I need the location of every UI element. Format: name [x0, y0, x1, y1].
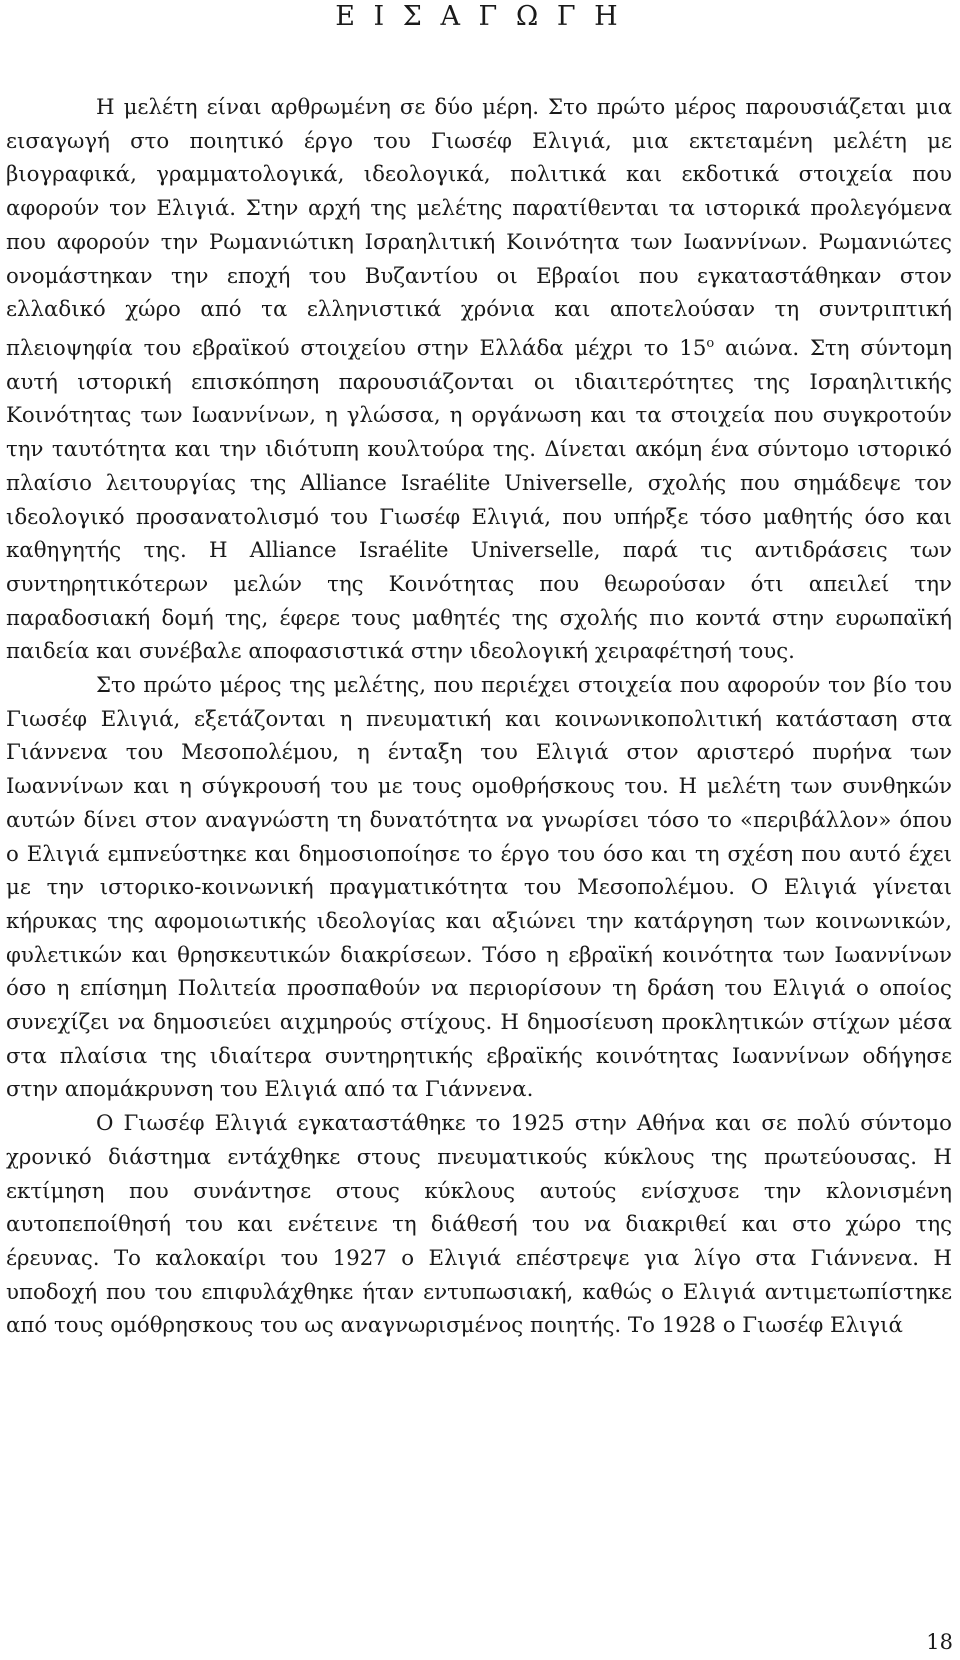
paragraph-2: Στο πρώτο μέρος της μελέτης, που περιέχει στοιχεία που αφορούν τον βίο του Γιωσέφ Ελιγιά, εξετάζονται η πνευματική και κοινωνικοπολιτική κατάσταση στα Γιάννενα του Μεσοπολέμου, η ένταξη του Ελιγιά στον αριστερό πυρήνα των Ιωαννίνων και η σύγκρουσή του με τους ομοθρήσκους του. Η μελέτη των συνθηκών αυτών δίνει στον αναγνώστη τη δυνατότητα να γνωρίσει τόσο το «περιβάλλον» όπου ο Ελιγιά εμπνεύστηκε και δημοσιοποίησε το έργο του όσο και τη σχέση που αυτό έχει με την ιστορικο-κοινωνική πραγματικότητα του Μεσοπολέμου. Ο Ελιγιά γίνεται κήρυκας της αφομοιωτικής ιδεολογίας και αξιώνει την κατάργηση των κοινωνικών, φυλετικών και θρησκευτικών διακρίσεων. Τόσο η εβραϊκή κοινότητα των Ιωαννίνων όσο η επίσημη Πολιτεία προσπαθούν να περιορίσουν τη δράση του Ελιγιά ο οποίος συνεχίζει να δημοσιεύει αιχμηρούς στίχους. Η δημοσίευση προκλητικών στίχων μέσα στα πλαίσια της ιδιαίτερα συντηρητικής εβραϊκής κοινότητας Ιωαννίνων οδήγησε στην απομάκρυνση του Ελιγιά από τα Γιάννενα.	[6, 673, 952, 1103]
document-page	[6, 0, 952, 1339]
page-number: 18	[926, 1630, 953, 1654]
paragraph-1	[6, 91, 952, 669]
body-text	[6, 91, 952, 1343]
paragraph-1-text: Η μελέτη είναι αρθρωμένη σε δύο μέρη. Στο πρώτο μέρος παρουσιάζεται μια εισαγωγή στο ποιητικό έργο του Γιωσέφ Ελιγιά, μια εκτεταμένη μελέτη με βιογραφικά, γραμματολογικά, ιδεολογικά, πολιτικά και εκδοτικά στοιχεία που αφορούν τον Ελιγιά. Στην αρχή της μελέτης παρατίθενται τα ιστορικά προλεγόμενα που αφορούν την Ρωμανιώτικη Ισραηλιτική Κοινότητα των Ιωαννίνων. Ρωμανιώτες ονομάστηκαν την εποχή του Βυζαντίου οι Εβραίοι που εγκαταστάθηκαν στον ελλαδικό χώρο από τα ελληνιστικά χρόνια και αποτελούσαν τη συντριπτική πλειοψηφία του εβραϊκού στοιχείου στην Ελλάδα μέχρι το 15	[6, 95, 952, 362]
chapter-heading: Ε Ι Σ Α Γ Ω Γ Η	[335, 1, 623, 32]
paragraph-3: Ο Γιωσέφ Ελιγιά εγκαταστάθηκε το 1925 στην Αθήνα και σε πολύ σύντομο χρονικό διάστημα εντάχθηκε στους πνευματικούς κύκλους της πρωτεύουσας. Η εκτίμηση που συνάντησε στους κύκλους αυτούς ενίσχυσε την κλονισμένη αυτοπεποίθησή του και ενέτεινε τη διάθεσή του να διακριθεί και στο χώρο της έρευνας. Το καλοκαίρι του 1927 ο Ελιγιά επέστρεψε για λίγο στα Γιάννενα. Η υποδοχή που του επιφυλάχθηκε ήταν εντυπωσιακή, καθώς ο Ελιγιά αντιμετωπίστηκε από τους ομόθρησκους του ως αναγνωρισμένος ποιητής. Το 1928 ο Γιωσέφ Ελιγιά	[6, 1111, 952, 1339]
paragraph-1-text-continued: αιώνα. Στη σύντομη αυτή ιστορική επισκόπηση παρουσιάζονται οι ιδιαιτερότητες της Ισραηλιτικής Κοινότητας των Ιωαννίνων, η γλώσσα, η οργάνωση και τα στοιχεία που συγκροτούν την ταυτότητα και την ιδιότυπη κουλτούρα της. Δίνεται ακόμη ένα σύντομο ιστορικό πλαίσιο λειτουργίας της Alliance Israélite Universelle, σχολής που σημάδεψε τον ιδεολογικό προσανατολισμό του Γιωσέφ Ελιγιά, που υπήρξε τόσο μαθητής όσο και καθηγητής της. Η Alliance Israélite Universelle, παρά τις αντιδράσεις των συντηρητικότερων μελών της Κοινότητας που θεωρούσαν ότι απειλεί την παραδοσιακή δομή της, έφερε τους μαθητές της σχολής πιο κοντά στην ευρωπαϊκή παιδεία και συνέβαλε αποφασιστικά στην ιδεολογική χειραφέτησή τους.	[6, 336, 952, 665]
ordinal-superscript: ο	[706, 335, 715, 351]
